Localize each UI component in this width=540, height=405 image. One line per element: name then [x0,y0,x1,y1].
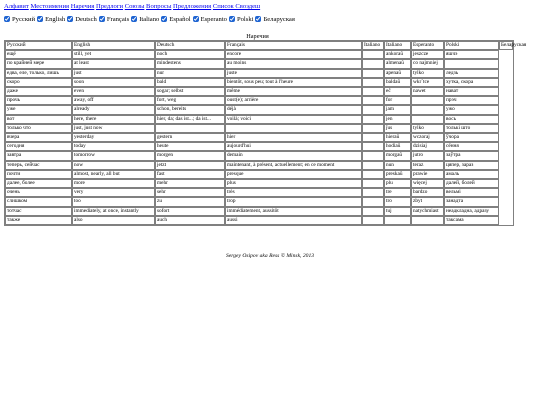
table-cell: too [72,197,155,206]
table-cell: sehr [155,188,225,197]
nav-link[interactable]: Наречия [70,3,95,10]
table-cell: apenaŭ [384,69,411,78]
table-cell: хутка, скора [444,78,499,87]
language-label: Français [106,16,130,23]
table-cell: ещё [5,50,72,59]
table-cell: тотчас [5,207,72,216]
table-cell [362,216,384,225]
table-cell: ледзь [444,69,499,78]
table-cell: jam [384,105,411,114]
language-label: English [45,16,66,23]
table-row [5,96,513,105]
table-cell: tre [384,188,411,197]
table-cell: hier [225,133,362,142]
nav-link[interactable]: Алфавит [4,3,29,10]
language-option[interactable] [67,16,97,23]
table-cell: now [72,161,155,170]
table-cell: слишком [5,197,72,206]
table-cell [362,161,384,170]
table-cell [362,188,384,197]
table-cell: hier, da; das ist...; da ist... [155,115,225,124]
table-cell: вось [444,115,499,124]
table-cell: soon [72,78,155,87]
table-cell: zu [155,197,225,206]
table-cell: ĵus [384,124,411,133]
nav-link[interactable]: Список Своэдеш [212,3,261,10]
table-row [5,50,513,59]
language-label: Esperanto [200,16,227,23]
table-cell: далей, болей [444,179,499,188]
table-cell [411,216,444,225]
nav-link[interactable]: Союзы [124,3,145,10]
table-cell: presque [225,170,362,179]
table-cell [362,115,384,124]
table-cell: noch [155,50,225,59]
table-cell [362,105,384,114]
table-cell: maintenant, à présent, actuellement; en ce moment [225,161,362,170]
footer-credit: Sergey Osipov aka Ress © Minsk, 2013 [225,253,315,259]
table-cell [384,216,411,225]
table-cell: nur [155,69,225,78]
column-header: Esperanto [411,41,444,50]
table-cell: скоро [5,78,72,87]
table-cell: вельмі [444,188,499,197]
table-cell: даже [5,87,72,96]
table-cell: morgen [155,151,225,160]
column-header: Беларуская [499,41,513,50]
table-cell: tylko [411,124,444,133]
language-checkbox[interactable] [99,16,105,22]
table-cell: więcej [411,179,444,188]
table-cell [362,50,384,59]
table-cell: demain [225,151,362,160]
nav-link[interactable]: Предлоги [96,3,124,10]
table-cell [411,105,444,114]
table-cell [411,115,444,124]
table-cell: tro [384,197,411,206]
table-row [5,161,513,170]
table-cell: sogar; selbst [155,87,225,96]
table-row [5,115,513,124]
language-checkbox[interactable] [255,16,261,22]
table-cell: hieraŭ [384,133,411,142]
language-checkbox[interactable] [193,16,199,22]
table-row [5,124,513,133]
table-cell [444,59,499,68]
table-cell: tylko [411,69,444,78]
table-cell: auch [155,216,225,225]
table-cell: even [72,87,155,96]
column-header: English [72,41,155,50]
table-cell: yesterday [72,133,155,142]
table-row [5,133,513,142]
table-cell: just, just now [72,124,155,133]
table-cell: schon, bereits [155,105,225,114]
table-cell: уже [5,105,72,114]
table-cell: таксама [444,216,499,225]
table-cell [362,124,384,133]
table-cell: plu [384,179,411,188]
table-cell: прэч [444,96,499,105]
table-cell: heute [155,142,225,151]
table-cell: aussi [225,216,362,225]
table-cell: très [225,188,362,197]
table-cell: prawie [411,170,444,179]
table-cell [225,124,362,133]
table-cell [362,207,384,216]
table-cell: immediately, at once, instantly [72,207,155,216]
table-cell: eĉ [384,87,411,96]
table-cell: сегодня [5,142,72,151]
table-cell [411,96,444,105]
table-cell: fast [155,170,225,179]
table-cell: almenaŭ [384,59,411,68]
language-label: Беларуская [263,16,295,23]
table-cell: zbyt [411,197,444,206]
language-filter [4,16,297,23]
table-cell: gestern [155,133,225,142]
table-cell [362,87,384,96]
table-cell: away, off [72,96,155,105]
table-cell: today [72,142,155,151]
top-nav [4,3,260,10]
language-option[interactable] [229,16,254,23]
table-row [5,170,513,179]
table-cell: oust(e); arrière [225,96,362,105]
language-option[interactable] [99,16,129,23]
table-cell: bardzo [411,188,444,197]
table-cell: nawet [411,87,444,96]
table-cell: яшчэ [444,50,499,59]
column-header: Italiano [362,41,384,50]
table-cell: очень [5,188,72,197]
table-cell: also [72,216,155,225]
language-option[interactable] [161,16,190,23]
table-row [5,87,513,96]
table-cell: déjà [225,105,362,114]
table-cell: jeszcze [411,50,444,59]
table-cell: juste [225,69,362,78]
table-cell: далее, более [5,179,72,188]
table-cell: trop [225,197,362,206]
column-header: Français [225,41,362,50]
table-row [5,59,513,68]
language-option[interactable] [193,16,227,23]
table-cell [155,124,225,133]
table-cell: aujourd'hui [225,142,362,151]
table-cell: natychmiast [411,207,444,216]
table-row [5,142,513,151]
language-label: Polski [236,16,254,23]
table-cell: jen [384,115,411,124]
language-label: Español [169,16,191,23]
table-cell: au moins [225,59,362,68]
table-cell: more [72,179,155,188]
table-cell: dzisiaj [411,142,444,151]
table-cell: mindestens [155,59,225,68]
table-header-row [5,41,513,50]
table-cell: bientôt, sous peu; tout à l'heure [225,78,362,87]
table-cell: fort, weg [155,96,225,105]
table-row [5,207,513,216]
table-cell: morgaŭ [384,151,411,160]
table-cell [362,151,384,160]
column-header: Polski [444,41,499,50]
column-header: Deutsch [155,41,225,50]
table-cell: même [225,87,362,96]
table-cell: co najmniej [411,59,444,68]
table-cell [362,133,384,142]
table-cell: вот [5,115,72,124]
table-row [5,105,513,114]
table-cell: teraz [411,161,444,170]
table-cell: here, there [72,115,155,124]
table-cell: preskaŭ [384,170,411,179]
language-label: Русский [12,16,36,23]
language-option[interactable] [37,16,65,23]
table-row [5,188,513,197]
table-row [5,179,513,188]
table-cell [362,142,384,151]
nav-link[interactable]: Местоимения [30,3,70,10]
table-cell: still, yet [72,50,155,59]
table-caption: Наречия [246,33,269,40]
language-label: Deutsch [75,16,97,23]
table-cell: jutro [411,151,444,160]
language-checkbox[interactable] [4,16,10,22]
table-row [5,197,513,206]
language-checkbox[interactable] [131,16,137,22]
column-header: Русский [5,41,72,50]
table-cell: занадта [444,197,499,206]
language-checkbox[interactable] [229,16,235,22]
table-cell [362,69,384,78]
language-checkbox[interactable] [161,16,167,22]
language-checkbox[interactable] [37,16,43,22]
table-cell: по крайней мере [5,59,72,68]
table-cell: tuj [384,207,411,216]
table-cell: вчера [5,133,72,142]
table-cell: almost, nearly, all but [72,170,155,179]
table-row [5,69,513,78]
table-cell: ўчора [444,133,499,142]
table-cell: nun [384,161,411,170]
table-cell: hodiaŭ [384,142,411,151]
adverbs-table [4,40,527,226]
table-cell: encore [225,50,362,59]
table-cell: цяпер, зараз [444,161,499,170]
table-cell: почти [5,170,72,179]
table-cell: bald [155,78,225,87]
table-cell: ankoraŭ [384,50,411,59]
table-cell [362,78,384,87]
table-cell [362,179,384,188]
column-header: Italiano [384,41,411,50]
table-cell: tomorrow [72,151,155,160]
table-cell [362,170,384,179]
nav-link[interactable]: Предложения [173,3,212,10]
table-cell: jetzt [155,161,225,170]
table-cell: теперь, сейчас [5,161,72,170]
table-cell: нават [444,87,499,96]
language-option[interactable] [4,16,35,23]
language-option[interactable] [255,16,294,23]
table-cell: прочь [5,96,72,105]
table-cell: только что [5,124,72,133]
language-label: Italiano [139,16,160,23]
table-row [5,78,513,87]
table-cell: just [72,69,155,78]
table-cell: plus [225,179,362,188]
table-cell [362,59,384,68]
table-cell: ужо [444,105,499,114]
table-cell: very [72,188,155,197]
table-cell: wczoraj [411,133,444,142]
table-cell: sofort [155,207,225,216]
table-cell: mehr [155,179,225,188]
table-cell: at least [72,59,155,68]
table-cell: неадкладна, адразу [444,207,499,216]
table-cell: толькі што [444,124,499,133]
table-cell: voilà; voici [225,115,362,124]
table-row [5,216,513,225]
nav-link[interactable]: Вопросы [146,3,172,10]
table-cell: wkr´tce [411,78,444,87]
table-cell: already [72,105,155,114]
table-cell: baldaŭ [384,78,411,87]
table-cell: immédiatement, aussitôt [225,207,362,216]
table-cell [362,197,384,206]
table-cell: сёння [444,142,499,151]
table-cell: завтра [5,151,72,160]
language-option[interactable] [131,16,159,23]
table-row [5,151,513,160]
table-cell: также [5,216,72,225]
table-cell: for [384,96,411,105]
table-cell: амаль [444,170,499,179]
table-cell: заўтра [444,151,499,160]
table-cell [362,96,384,105]
table-cell: едва, еле, только, лишь [5,69,72,78]
language-checkbox[interactable] [67,16,73,22]
